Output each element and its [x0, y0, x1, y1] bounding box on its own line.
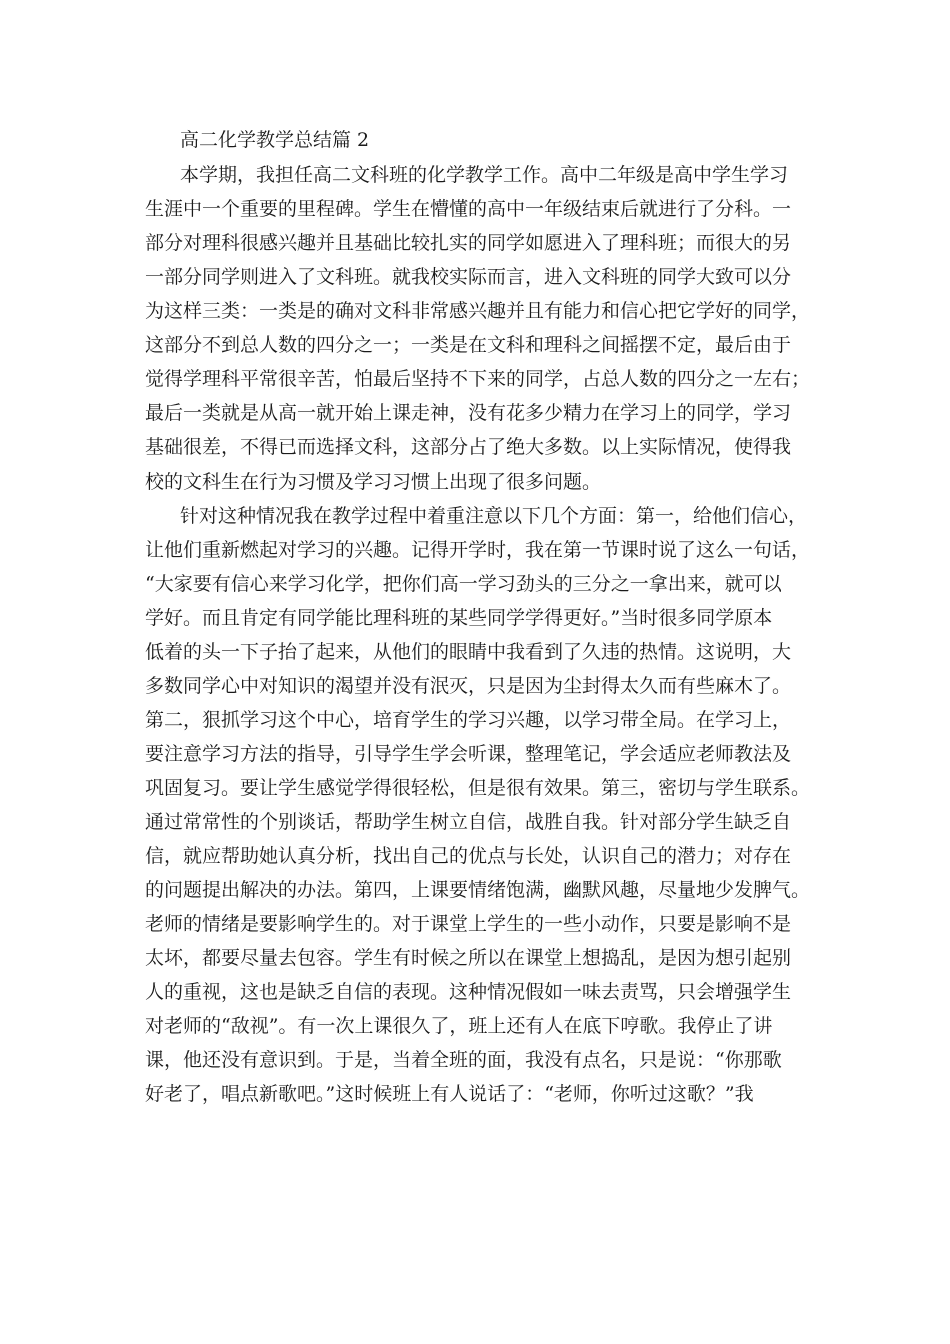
paragraph-line: 本学期，我担任高二文科班的化学教学工作。高中二年级是高中学生学习 — [180, 164, 789, 186]
paragraph-line: “大家要有信心来学习化学，把你们高一学习劲头的三分之一拿出来，就可以 — [145, 573, 782, 595]
paragraph-line: 最后一类就是从高一就开始上课走神，没有花多少精力在学习上的同学，学习 — [145, 402, 792, 424]
paragraph-line: 第二，狠抓学习这个中心，培育学生的学习兴趣，以学习带全局。在学习上， — [145, 709, 792, 731]
paragraph-line: 太坏，都要尽量去包容。学生有时候之所以在课堂上想捣乱，是因为想引起别 — [145, 947, 792, 969]
paragraph-line: 针对这种情况我在教学过程中着重注意以下几个方面：第一，给他们信心， — [180, 505, 808, 527]
paragraph-line: 老师的情绪是要影响学生的。对于课堂上学生的一些小动作，只要是影响不是 — [145, 913, 792, 935]
paragraph-line: 生涯中一个重要的里程碑。学生在懵懂的高中一年级结束后就进行了分科。一 — [145, 198, 792, 220]
paragraph-line: 低着的头一下子抬了起来，从他们的眼睛中我看到了久违的热情。这说明，大 — [145, 641, 792, 663]
paragraph-line: 巩固复习。要让学生感觉学得很轻松，但是很有效果。第三，密切与学生联系。 — [145, 777, 811, 799]
paragraph-line: 通过常常性的个别谈话，帮助学生树立自信，战胜自我。针对部分学生缺乏自 — [145, 811, 792, 833]
paragraph-line: 信，就应帮助她认真分析，找出自己的优点与长处，认识自己的潜力；对存在 — [145, 845, 792, 867]
paragraph-line: 课，他还没有意识到。于是，当着全班的面，我没有点名，只是说：“你那歌 — [145, 1049, 782, 1071]
paragraph-line: 基础很差，不得已而选择文科，这部分占了绝大多数。以上实际情况，使得我 — [145, 436, 792, 458]
paragraph-line: 的问题提出解决的办法。第四，上课要情绪饱满，幽默风趣，尽量地少发脾气。 — [145, 879, 811, 901]
paragraph-line: 让他们重新燃起对学习的兴趣。记得开学时，我在第一节课时说了这么一句话， — [145, 539, 811, 561]
paragraph-line: 要注意学习方法的指导，引导学生学会听课，整理笔记，学会适应老师教法及 — [145, 743, 792, 765]
paragraph-line: 对老师的“敌视”。有一次上课很久了，班上还有人在底下哼歌。我停止了讲 — [145, 1015, 773, 1037]
paragraph-line: 觉得学理科平常很辛苦，怕最后坚持不下来的同学，占总人数的四分之一左右； — [145, 368, 811, 390]
paragraph-line: 多数同学心中对知识的渴望并没有泯灭，只是因为尘封得太久而有些麻木了。 — [145, 675, 792, 697]
paragraph-line: 好老了，唱点新歌吧。”这时候班上有人说话了：“老师，你听过这歌？”我 — [145, 1083, 754, 1105]
document-title: 高二化学教学总结篇 2 — [180, 129, 370, 151]
paragraph-line: 一部分同学则进入了文科班。就我校实际而言，进入文科班的同学大致可以分 — [145, 266, 792, 288]
paragraph-line: 校的文科生在行为习惯及学习习惯上出现了很多问题。 — [145, 471, 602, 493]
paragraph-line: 这部分不到总人数的四分之一；一类是在文科和理科之间摇摆不定，最后由于 — [145, 334, 792, 356]
paragraph-line: 学好。而且肯定有同学能比理科班的某些同学学得更好。”当时很多同学原本 — [145, 607, 773, 629]
paragraph-line: 为这样三类：一类是的确对文科非常感兴趣并且有能力和信心把它学好的同学， — [145, 300, 811, 322]
paragraph-line: 部分对理科很感兴趣并且基础比较扎实的同学如愿进入了理科班；而很大的另 — [145, 232, 792, 254]
paragraph-line: 人的重视，这也是缺乏自信的表现。这种情况假如一味去责骂，只会增强学生 — [145, 981, 792, 1003]
